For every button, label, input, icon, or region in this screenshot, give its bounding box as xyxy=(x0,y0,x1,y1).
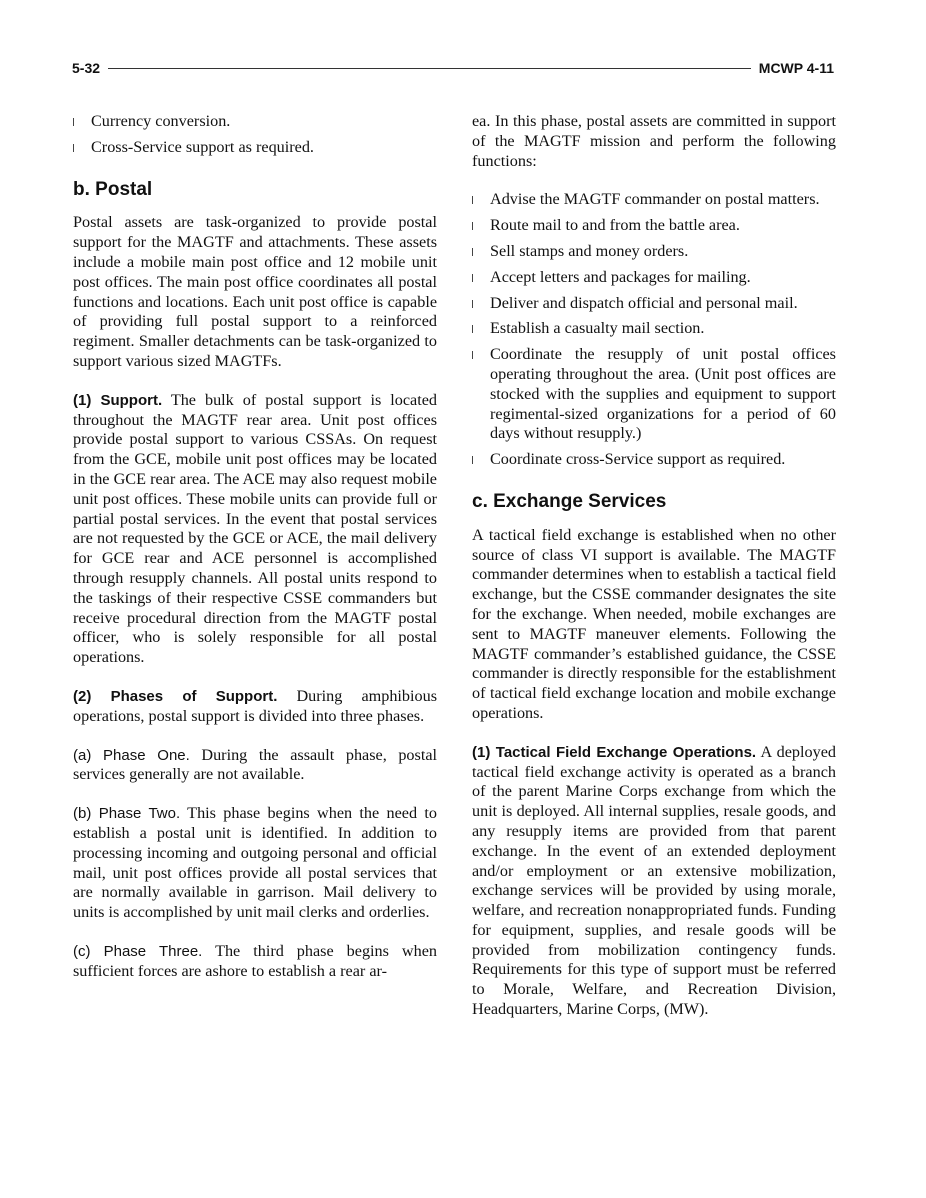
exchange-operations-paragraph: (1) Tactical Field Exchange Operations. A deployed tactical field exchange activity is operated as a branch of the parent Marine Corps exchange from which the unit is deployed. All internal supplies, resale goods, and any resupply items are provided from that parent exchange. In the event of an extended deployment and/or employment or an extensive mobilization, exchange services will be provided by using morale, welfare, and recreation nonappropriated funds. Funding for equipment, supplies, and resale goods will be provided from mobilization contingency funds. Requirements for this type of support must be referred to Morale, Welfare, and Recreation Division, Headquarters, Marine Corps, (MW). xyxy=(472,742,836,1019)
list-item: Accept letters and packages for mailing. xyxy=(472,268,836,288)
list-item: Currency conversion. xyxy=(73,112,437,132)
document-id: MCWP 4-11 xyxy=(758,60,834,76)
page-number: 5-32 xyxy=(72,60,101,76)
bullet-icon xyxy=(472,351,473,359)
phase-three-continuation: ea. In this phase, postal assets are committed in support of the MAGTF mission and perform the following functions: xyxy=(472,112,836,170)
bullet-icon xyxy=(472,196,473,204)
top-bullet-list xyxy=(73,112,437,158)
phase-three-paragraph: (c) Phase Three. The third phase begins when sufficient forces are ashore to establish a rear ar- xyxy=(73,941,437,980)
list-item: Route mail to and from the battle area. xyxy=(472,216,836,236)
page-header xyxy=(72,58,834,78)
section-heading-postal: b. Postal xyxy=(73,178,153,200)
exchange-intro: A tactical field exchange is established when no other source of class VI support is available. The MAGTF commander determines when to establish a tactical field exchange, but the CSSE commander designates the site for the exchange. When needed, mobile exchanges are sent to MAGTF maneuver elements. Following the MAGTF commander’s established guidance, the CSSE commander is directly responsible for the establishment of tactical field exchange location and mobile exchange operations. xyxy=(472,525,836,722)
bullet-icon xyxy=(73,144,74,152)
bullet-icon xyxy=(472,222,473,230)
bullet-icon xyxy=(472,274,473,282)
bullet-icon xyxy=(472,325,473,333)
list-item: Establish a casualty mail section. xyxy=(472,319,836,339)
support-lead: (1) Support. xyxy=(73,391,163,409)
list-item: Advise the MAGTF commander on postal matters. xyxy=(472,190,836,210)
phase-one-paragraph: (a) Phase One. During the assault phase, postal services generally are not available. xyxy=(73,745,438,784)
postal-intro: Postal assets are task-organized to provide postal support for the MAGTF and attachments. These assets include a mobile main post office and 12 mobile unit post offices. The main post office coordinates all postal functions and locations. Each unit post office is capable of providing full postal support to a reinforced regiment. Smaller detachments can be task-organized to support various sized MAGTFs. xyxy=(73,213,437,370)
phases-paragraph: (2) Phases of Support. During amphibious operations, postal support is divided into three phases. xyxy=(73,686,437,725)
support-paragraph: (1) Support. The bulk of postal support is located throughout the MAGTF rear area. Unit post offices provide postal support to various CSSAs. On request from the GCE, mobile unit post offices may be located in the GCE rear area. The ACE may also request mobile unit post offices. These mobile units can provide full or partial postal services. In the event that postal services are not requested by the GCE or ACE, the mail delivery for GCE rear and ACE personnel is accomplished through resupply channels. All postal units respond to the taskings of their respective CSSE commanders but receive procedural direction from the MAGTF postal officer, who is solely responsible for all postal operations. xyxy=(73,390,437,667)
list-item: Deliver and dispatch official and personal mail. xyxy=(472,294,836,314)
bullet-icon xyxy=(472,456,473,464)
list-item: Cross-Service support as required. xyxy=(73,138,437,158)
bullet-icon xyxy=(472,248,473,256)
phase-two-paragraph: (b) Phase Two. This phase begins when the need to establish a postal unit is identified. In addition to processing incoming and outgoing personal and official mail, unit post offices provide all postal services that are normally available in garrison. Mail delivery to units is accomplished by unit mail clerks and orderlies. xyxy=(73,804,437,922)
bullet-icon xyxy=(73,118,74,126)
list-item: Coordinate the resupply of unit postal offices operating throughout the area. (Unit post offices are stocked with the supplies and equipment to support regimental-sized organizations for a period of 60 days without resupply.) xyxy=(472,345,836,444)
list-item: Sell stamps and money orders. xyxy=(472,242,836,262)
right-column xyxy=(472,112,836,1020)
left-column xyxy=(73,112,437,981)
exchange-operations-lead: (1) Tactical Field Exchange Operations. xyxy=(472,743,757,761)
postal-functions-list xyxy=(472,190,836,470)
phases-lead: (2) Phases of Support. xyxy=(73,687,278,705)
section-heading-exchange-services: c. Exchange Services xyxy=(472,490,667,512)
header-rule xyxy=(108,68,751,69)
bullet-icon xyxy=(472,300,473,308)
list-item: Coordinate cross-Service support as required. xyxy=(472,450,836,470)
